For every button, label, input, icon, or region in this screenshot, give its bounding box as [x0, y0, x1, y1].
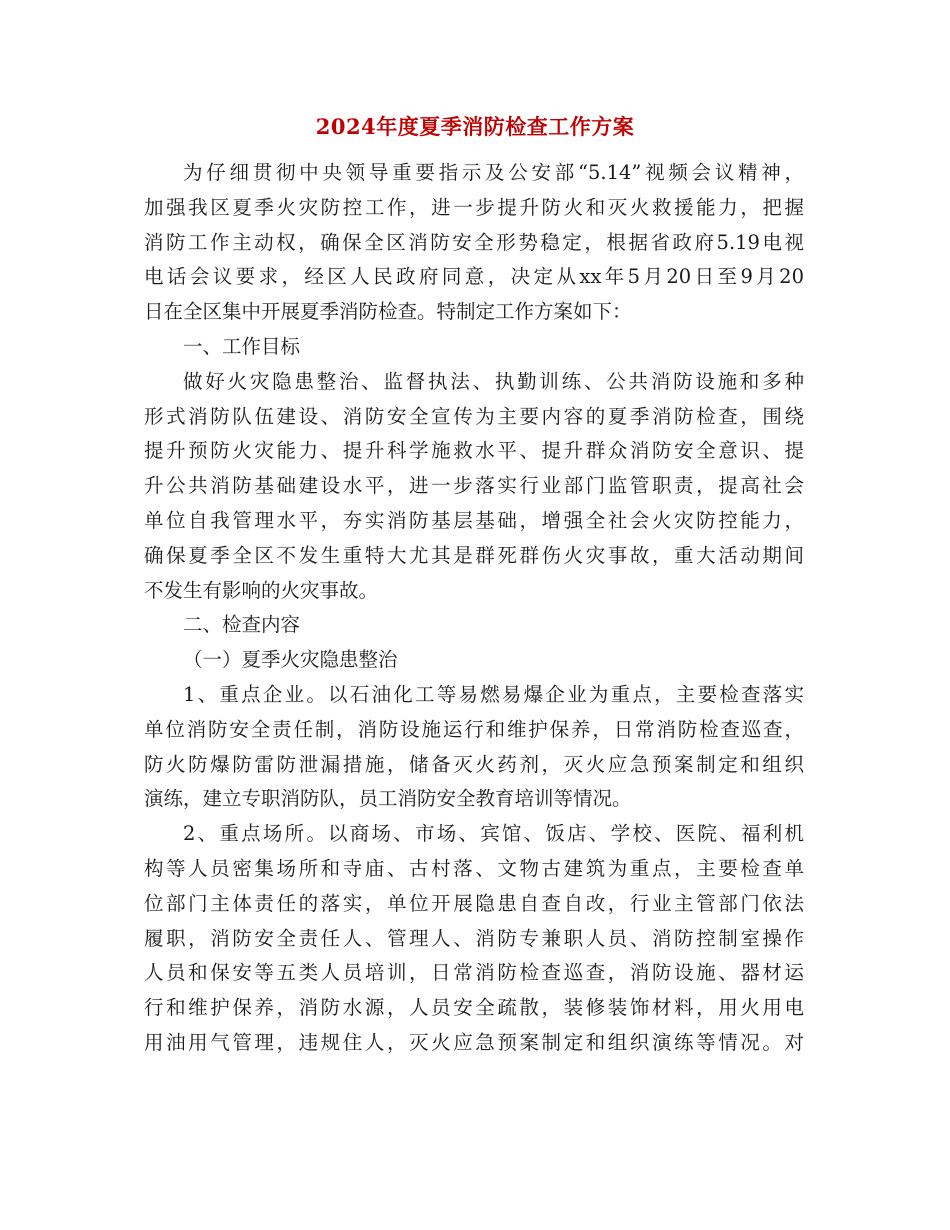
- text-line: 单位消防安全责任制，消防设施运行和维护保养，日常消防检查巡查，: [144, 717, 804, 741]
- document-body: [144, 156, 804, 1061]
- paragraph-goals: [144, 365, 804, 609]
- heading-text: 二、检查内容: [183, 613, 301, 637]
- text-line: 不发生有影响的火灾事故。: [144, 578, 379, 602]
- text-line: 用油用气管理，违规住人，灭火应急预案制定和组织演练等情况。对: [144, 1030, 804, 1054]
- text-line: 消防工作主动权，确保全区消防安全形势稳定，根据省政府5.19电视: [144, 230, 804, 254]
- paragraph-item-1: [144, 678, 804, 817]
- text-line: 日在全区集中开展夏季消防检查。特制定工作方案如下：: [144, 300, 632, 324]
- text-line: 行和维护保养，消防水源，人员安全疏散，装修装饰材料，用火用电: [144, 996, 804, 1020]
- text-line: 构等人员密集场所和寺庙、古村落、文物古建筑为重点，主要检查单: [144, 856, 804, 880]
- paragraph-intro: [144, 156, 804, 330]
- text-line: 形式消防队伍建设、消防安全宣传为主要内容的夏季消防检查，围绕: [144, 404, 804, 428]
- text-line: 升公共消防基础建设水平，进一步落实行业部门监管职责，提高社会: [144, 474, 804, 498]
- subsection-heading-hazards: [144, 643, 804, 678]
- heading-text: （一）夏季火灾隐患整治: [183, 648, 398, 672]
- text-line: 提升预防火灾能力、提升科学施救水平、提升群众消防安全意识、提: [144, 439, 804, 463]
- text-line: 位部门主体责任的落实，单位开展隐患自查自改，行业主管部门依法: [144, 891, 804, 915]
- text-line: 电话会议要求，经区人民政府同意，决定从xx年5月20日至9月20: [144, 265, 804, 289]
- text-line: 履职，消防安全责任人、管理人、消防专兼职人员、消防控制室操作: [144, 926, 804, 950]
- section-heading-goals: [144, 330, 804, 365]
- text-line: 做好火灾隐患整治、监督执法、执勤训练、公共消防设施和多种: [183, 369, 804, 393]
- text-line: 人员和保安等五类人员培训，日常消防检查巡查，消防设施、器材运: [144, 961, 804, 985]
- text-line: 防火防爆防雷防泄漏措施，储备灭火药剂，灭火应急预案制定和组织: [144, 752, 804, 776]
- text-line: 确保夏季全区不发生重特大尤其是群死群伤火灾事故，重大活动期间: [144, 543, 804, 567]
- heading-text: 一、工作目标: [183, 334, 301, 358]
- text-line: 加强我区夏季火灾防控工作，进一步提升防火和灭火救援能力，把握: [144, 195, 804, 219]
- text-line: 2、重点场所。以商场、市场、宾馆、饭店、学校、医院、福利机: [183, 822, 804, 846]
- text-line: 演练，建立专职消防队，员工消防安全教育培训等情况。: [144, 787, 632, 811]
- text-line: 为仔细贯彻中央领导重要指示及公安部“5.14”视频会议精神，: [183, 161, 804, 184]
- paragraph-item-2: [144, 817, 804, 1061]
- document-title: 2024年度夏季消防检查工作方案: [315, 114, 635, 139]
- section-heading-content: [144, 608, 804, 643]
- text-line: 单位自我管理水平，夯实消防基层基础，增强全社会火灾防控能力，: [144, 508, 804, 532]
- text-line: 1、重点企业。以石油化工等易燃易爆企业为重点，主要检查落实: [183, 682, 804, 706]
